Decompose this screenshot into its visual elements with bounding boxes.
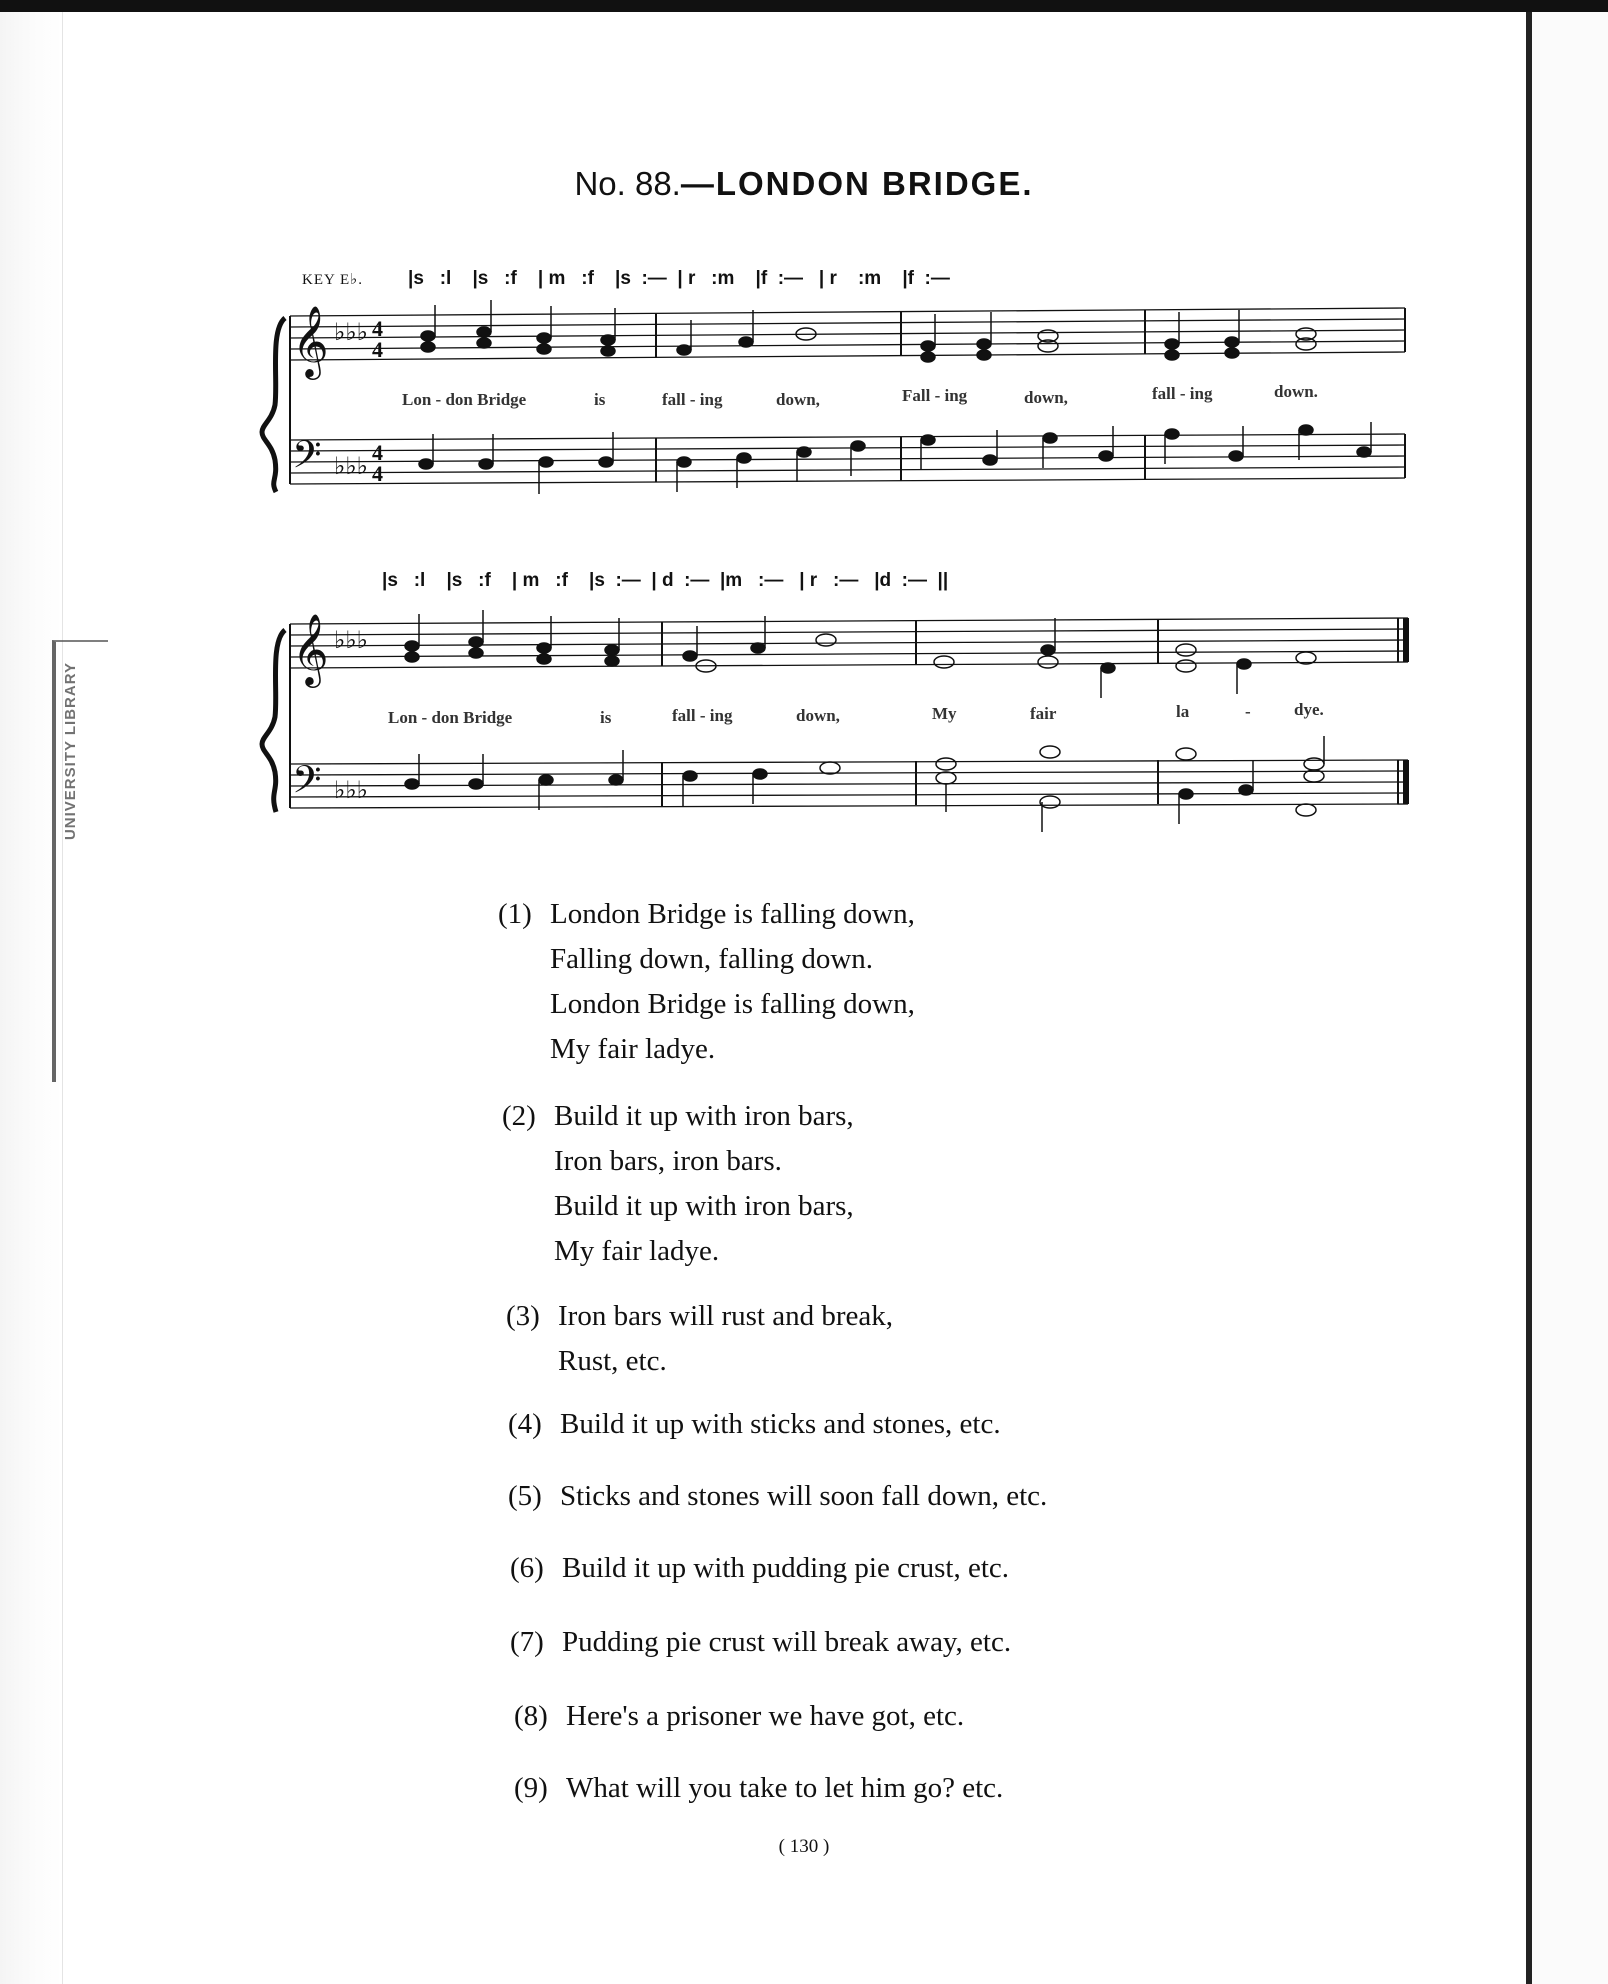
verse-5 [508,1474,1047,1519]
lyric-syllable: fall - ing [1152,384,1213,403]
verse-number: (5) [508,1480,542,1512]
verse-line: Iron bars, iron bars. [554,1145,782,1177]
key-signature: KEY E♭. [302,272,364,288]
flat-sign: ♭♭♭ [334,778,368,804]
verse-4 [508,1402,1001,1447]
verse-line: Falling down, falling down. [550,943,874,975]
flat-sign: ♭♭♭ [334,454,368,480]
verse-number: (9) [514,1772,548,1804]
bass-staff [290,760,1408,808]
lyric-syllable: is [600,708,612,727]
lyric-syllable: - [1245,702,1251,721]
treble-clef: 𝄞 [292,612,329,685]
system-brace [262,318,285,492]
verse-line: Build it up with iron bars, [554,1100,854,1132]
system-brace [262,630,285,812]
verse-8 [514,1694,964,1739]
treble-clef: 𝄞 [292,304,329,377]
verse-line: What will you take to let him go? etc. [566,1772,1004,1804]
verse-number: (8) [514,1700,548,1732]
verse-9 [514,1766,1003,1811]
lyric-syllable: My [932,704,957,723]
verse-line: Sticks and stones will soon fall down, etc. [560,1480,1048,1512]
verse-line: My fair ladye. [554,1235,720,1267]
bar-lines [290,619,1158,808]
time-signature: 4 [372,440,383,465]
verse-line: Iron bars will rust and break, [558,1300,894,1332]
lyric-syllable: dye. [1294,700,1324,719]
verse-number: (4) [508,1408,542,1440]
bass-clef: 𝄢 [292,757,322,811]
verse-1 [498,892,915,1072]
lyric-syllable: down, [796,706,840,725]
lyric-syllable: down, [776,390,820,409]
verse-number: (2) [502,1100,536,1132]
time-signature: 4 [372,337,383,362]
verse-number: (3) [506,1300,540,1332]
verse-7 [510,1620,1011,1665]
lyric-syllable: down, [1024,388,1068,407]
verse-line: London Bridge is falling down, [550,898,915,930]
library-stamp-text: UNIVERSITY LIBRARY [62,662,79,841]
page-number: ( 130 ) [778,1836,830,1857]
bass-notes-1 [419,422,1371,494]
verse-6 [510,1546,1009,1591]
verse-line: Pudding pie crust will break away, etc. [562,1626,1012,1658]
verse-3 [506,1294,893,1384]
lyric-syllable: Lon - don Bridge [402,390,527,409]
lyric-syllable: fall - ing [662,390,723,409]
verse-number: (7) [510,1626,544,1658]
time-signature: 4 [372,316,383,341]
flat-sign: ♭♭♭ [334,628,368,654]
verse-line: My fair ladye. [550,1033,716,1065]
verse-number: (6) [510,1552,544,1584]
time-signature: 4 [372,461,383,486]
solfa-line-1: |s :l |s :f | m :f |s :— | r :m |f :— | r :m |f :— [408,268,950,289]
verse-number: (1) [498,898,532,930]
verse-line: London Bridge is falling down, [550,988,915,1020]
lyric-syllable: fall - ing [672,706,733,725]
verse-line: Here's a prisoner we have got, etc. [566,1700,965,1732]
lyric-syllable: fair [1030,704,1057,723]
lyric-syllable: la [1176,702,1190,721]
verse-line: Rust, etc. [558,1345,667,1377]
bass-clef: 𝄢 [292,432,322,486]
lyric-syllable: Lon - don Bridge [388,708,513,727]
lyric-syllable: Fall - ing [902,386,968,405]
verse-line: Build it up with sticks and stones, etc. [560,1408,1001,1440]
verse-line: Build it up with pudding pie crust, etc. [562,1552,1010,1584]
song-name: —LONDON BRIDGE. [680,165,1034,202]
flat-sign: ♭♭♭ [334,320,368,346]
solfa-line-2: |s :l |s :f | m :f |s :— | d :— |m :— | r :— |d :— || [382,570,949,591]
lyric-syllable: down. [1274,382,1318,401]
verse-line: Build it up with iron bars, [554,1190,854,1222]
verse-2 [502,1094,854,1274]
lyric-syllable: is [594,390,606,409]
song-number: No. 88. [574,165,681,202]
